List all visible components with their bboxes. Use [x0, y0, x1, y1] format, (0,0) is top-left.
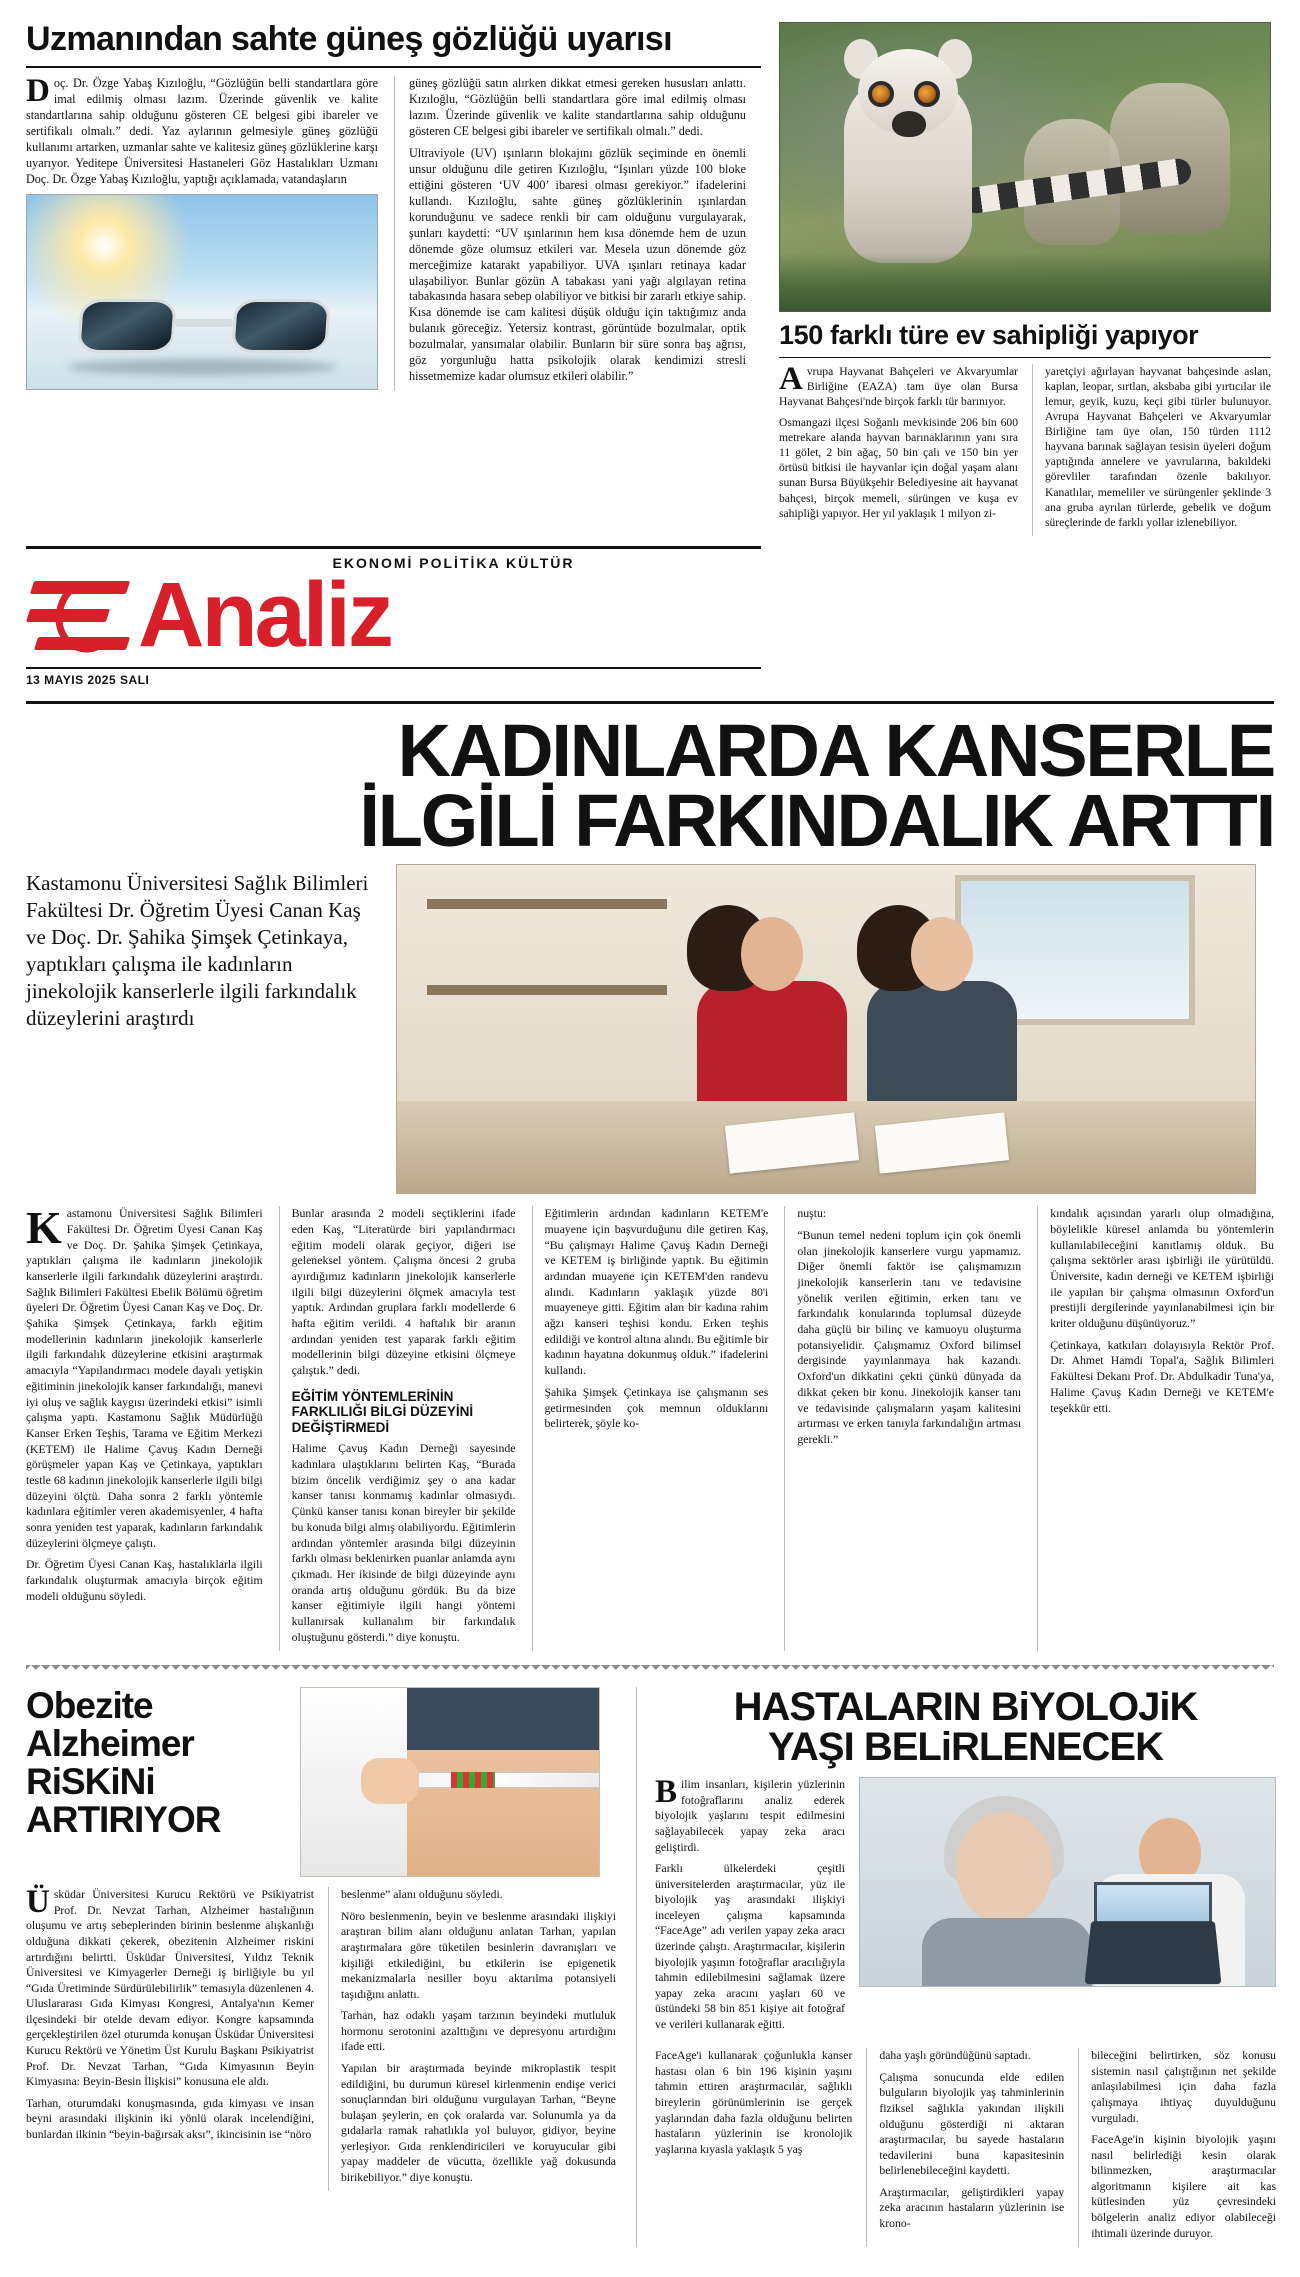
bioage-intro-column: [655, 1774, 846, 2038]
paragraph: FaceAge'i kullanarak çoğunlukla kanser hastası olan 6 bin 196 kişinin yaşını tahmin ettiren araştırmacılar, sağlıklı bireylerin görünümlerinin ise gerçek yaşlarından daha fazla olduğunu belirten hastaların yüzlerinin ise kronolojik yaşlarına kıyasla yaklaşık 5 yaş: [655, 2049, 853, 2156]
paragraph: FaceAge'in kişinin biyolojik yaşını nasıl belirlediği kesin olarak bilinmezken, araştırmacılar algoritmanın kişilere ait kas kütlesinden yüz çevresindeki bölgelerin analiz ediyor olabileceği ihtimali üzerinde duruyor.: [1091, 2133, 1277, 2240]
main-story-body: [26, 1202, 1275, 1651]
zoo-story-headline: 150 farklı türe ev sahipliği yapıyor: [779, 320, 1271, 358]
background-animal-1: [1110, 83, 1230, 233]
patient-head: [956, 1812, 1052, 1924]
bioage-column-3: [1078, 2048, 1276, 2247]
bookshelf-1: [427, 899, 667, 909]
sunglasses-story: [26, 22, 761, 536]
obesity-headline: [26, 1687, 286, 1838]
zoo-story: [779, 22, 1271, 536]
main-deck-wrapper: [26, 864, 378, 1194]
laptop-base: [1085, 1921, 1222, 1984]
sunglasses-graphic: [79, 291, 329, 361]
bridge: [175, 319, 233, 327]
head: [911, 917, 973, 991]
masthead-logo-text: Analiz: [138, 564, 391, 667]
right-lens: [231, 299, 331, 353]
measuring-tape-photo: [300, 1687, 600, 1877]
tape-measure-scale: [451, 1772, 495, 1788]
paragraph: Osmangazi ilçesi Soğanlı mevkisinde 206 bin 600 metrekare alanda hayvan barınaklarının yanı sıra 11 gölet, 2 bin ağaç, 50 bin çalı ve 150 bin yer örtüsü bitkisi ile hayvanlar için doğal yaşam alanı sunan Bursa Büyükşehir Belediyesine ait hayvanat bahçesi, birçok memeli, sürüngen ve kuşa ev sahipliği yapıyor. Her yıl yaklaşık 1 milyon zi-: [779, 416, 1018, 520]
paragraph: Kastamonu Üniversitesi Sağlık Bilimleri Fakültesi Dr. Öğretim Üyesi Canan Kaş ve Doç. Dr. Şahika Şimşek Çetinkaya, yaptıkları çalışma ile kadınların jinekolojik kanserlerle ilgili farkındalık düzeylerini araştırdı. Sağlık Bilimleri Fakültesi Ebelik Bölümü öğretim üyeleri Dr. Öğretim Üyesi Canan Kaş ve Doç. Dr. Şahika Şimşek Çetinkaya, farklı eğitim modellerinin kadınların jinekolojik kanserlerle ilgili farkındalık düzeylerine etkisini araştırmak amacıyla “Yapılandırmacı modele dayalı yetişkin eğitiminin jinekolojik kanser farkındalığı, manevi iyi oluş ve sağlık kaygısı üzerindeki etkisi” isimli çalışma yaptı. Kastamonu Sağlık Müdürlüğü Kanser Erken Teşhis, Tarama ve Eğitim Merkezi (KETEM) ile Halime Çavuş Kadın Derneği görüşmeler yapan Kaş ve Çetinkaya, yaptıkları testle 68 kadının jinekolojik kanserlerle ilgili bilgi düzeyini ölçtü. Daha sonra 2 farklı yöntemle kadınlara eğitimler veren akademisyenler, 4 hafta sonra yeniden test yaparak, kadınların farkındalık düzeylerini ölçmeye çalıştı.: [26, 1202, 263, 1550]
paragraph: “Bunun temel nedeni toplum için çok önemli olan jinekolojik kanserlere vurgu yapmamız. Diğer önemli faktör ise çalışmamızın jinekolojik kanserlerin tanı ve tedavisine yönelik verilen eğitimin, erken tanı ve farkındalık konularında toplumsal düzeyde daha güçlü bir bilinç ve kamuoyu oluşturma potansiyelidir. Çalışmamız Oxford bilimsel dergisinde yayınlanmaya hak kazandı. Oxford'un dikkatini çekti çünkü dünyada da dikkat çeken bir konu. Jinekolojik kanser tanı ve tedavisinde çalışmaların yaşam kalitesini artırması ve erken tanıyla farkındalığın artması gerekli.”: [797, 1227, 1022, 1446]
paragraph: Nöro beslenmenin, beyin ve beslenme arasındaki ilişkiyi araştıran bilim alanı olduğunu anlatan Tarhan, yapılan araştırmalara göre tüketilen besinlerin davranışları ve kişiliği etkilediğini, bu etkilerin ise epigenetik mekanizmalarla nesiller boyu aktarılma potansiyeli taşıdığını anlattı.: [341, 1909, 616, 2001]
paragraph: Halime Çavuş Kadın Derneği sayesinde kadınlara ulaştıklarını belirten Kaş, “Burada bizim öncelik verdiğimiz şey o ana kadar kanser tanısı konmamış kadınlar olmasıydı. Çünkü kanser tanısı konan bireyler bir şekilde bu konuda bilgi almış olabiliyordu. Eğitimlerin ardından yöntemler arasında bilgi düzeyinin farklı olması beklenirken puanlar anlamda aynı çıkmadı. Her ikisinde de bilgi düzeyinde aynı oranda artış olduğunu gördük. Bu da bize kanser eğitimiyle ilgili hangi yöntemi kullanırsak kullanalım bir farkındalık oluştuğunu gösterdi.” diye konuştu.: [291, 1441, 516, 1644]
main-column-5: [1037, 1206, 1274, 1651]
obesity-headline-line-2: Alzheimer: [26, 1723, 194, 1765]
paragraph: güneş gözlüğü satın alırken dikkat etmesi gereken hususları anlattı. Kızıloğlu, “Gözlüğün belli standartlara göre imal edilmiş olması lazım. Üzerinde güvenlik ve kalite standartlarına sahip olduğunu gösteren CE belgesi gibi ibareler ve sertifikalı olmalı.” dedi.: [409, 75, 746, 138]
main-column-4: [784, 1206, 1021, 1651]
paragraph: Farklı ülkelerdeki çeşitli üniversitelerden araştırmacılar, yüz ile biyolojik yaş arasındaki ilişkiyi inceleyen çalışma kapsamında “FaceAge” adı verilen yapay zeka aracı üzerinde çalıştı. Araştırmacılar, kişilerin biyolojik yaşının fotoğraflar aracılığıyla tahmin edilebilmesini sağlamak üzere yapay zeka aracını yaşları 60 ve üstündeki 58 bin 851 kişiye ait fotoğraf ve verileri kullanarak eğitti.: [655, 1862, 846, 2031]
bioage-story: [636, 1687, 1276, 2247]
obesity-column-2: [328, 1887, 616, 2191]
top-story-column-2: [394, 76, 746, 392]
paragraph: Doç. Dr. Özge Yabaş Kızıloğlu, “Gözlüğün belli standartlara göre imal edilmiş olması lazım. Üzerinde güvenlik ve kalite standartlarına sahip olduğunu gösteren CE belgesi gibi ibareler ve sertifikalı olmalı.” dedi. Yaz aylarının gelmesiyle güneş gözlüğü kullanımı artarken, uzmanlar sahte ve kalitesiz güneş gözlüklerine karşı uyarıyor. Yeditepe Üniversitesi Hastaneleri Göz Hastalıkları Uzmanı Doç. Dr. Özge Yabaş Kızıloğlu, yaptığı açıklamada, vatandaşların: [26, 72, 378, 186]
tape-measure: [401, 1772, 600, 1788]
paragraph: yaretçiyi ağırlayan hayvanat bahçesinde aslan, kaplan, leopar, sırtlan, aksbaba gibi yırtıcılar ile lemur, geyik, kuzu, keçi gibi türler bulunuyor. Avrupa Hayvanat Bahçeleri ve Akvaryumlar Birliğine tam üye olan, 150 türden 1112 hayvana barınak sağlayan tesisin üyeleri doğum yaptığında annelere ve yavrularına, bakıldeki görevliler tarafından özenle bakılıyor. Kanatlılar, memeliler ve sürüngenler şeklinde 3 ana gruba ayrılan türlerde, gebelik ve doğum süreçlerinde de farklı yollar izlenebiliyor.: [1045, 365, 1271, 529]
paragraph: Üsküdar Üniversitesi Kurucu Rektörü ve Psikiyatrist Prof. Dr. Nevzat Tarhan, Alzheimer hastalığının oluşumu ve artış sebeplerinden birinin beslenme alışkanlığı olduğuna dikkati çekerek, obezitenin Alzheimer riskini artırdığını belirtti. Üsküdar Üniversitesi, Yıldız Teknik Üniversitesi ve Kimyagerler Derneği iş birliğiyle bu yıl “Gıda Üretiminde Sürdürülebilirlik” temasıyla düzenlenen 4. Uluslararası Gıda Kimyası Kongresi, Antalya'nın Kemer ilçesindeki bir otelde devam ediyor. Kongre kapsamında gerçekleştirilen özel oturumda konuşan Üsküdar Üniversitesi Kurucu Rektörü ve Yönetim Üst Kurulu Başkanı Psikiyatrist Prof. Dr. Nevzat Tarhan, “Gıda Kimyasının Beyin Kimyasına: Beyin-Besin İlişkisi” konusuna ele aldı.: [26, 1884, 314, 2089]
main-column-1: [26, 1202, 263, 1651]
paragraph: daha yaşlı göründüğünü saptadı.: [879, 2049, 1031, 2063]
left-lens: [77, 299, 177, 353]
lemur-eye-right: [914, 81, 940, 107]
shirt: [405, 1687, 600, 1750]
paragraph: kındalık açısından yararlı olup olmadığına, böylelikle küresel anlamda bu yöntemlerin kullanılabileceğini kanıtlamış olduk. Bu çalışma sektörler arası işbirliği ile yürütüldü. Üniversite, kadın derneği ve KETEM işbirliği ile yapılan bir çalışma olmasının Oxford'un prestijli dergilerinde yayınlanabilmesi için bir kriter olduğunu düşünüyoruz.”: [1050, 1206, 1275, 1331]
patient-body: [922, 1918, 1092, 1987]
paragraph: Tarhan, oturumdaki konuşmasında, gıda kimyası ve insan beyni arasındaki ilişkinin iki yönlü olarak incelendiğini, bunlardan ilkinin “beyin-bağırsak aksı”, ikincisinin ise “nöro: [26, 2096, 314, 2141]
masthead-section: [26, 546, 1274, 687]
hand: [361, 1758, 419, 1804]
zoo-column-1: [779, 361, 1018, 536]
interview-photo: [396, 864, 1256, 1194]
paragraph: Avrupa Hayvanat Bahçeleri ve Akvaryumlar Birliğine (EAZA) tam üye olan Bursa Hayvanat Bahçesi'nde birçok farklı tür barınıyor.: [779, 361, 1018, 409]
top-section: [26, 22, 1274, 536]
bioage-column-1: [655, 2048, 852, 2247]
paragraph: Bilim insanları, kişilerin yüzlerinin fotoğraflarını analiz ederek biyolojik yaşlarını tespit edilmesini sağlayabilecek yapay zeka aracı geliştirdi.: [655, 1774, 846, 1854]
paragraph: Tarhan, haz odaklı yaşam tarzının beyindeki mutluluk hormonu serotonini azalttığını ve depresyonu artırdığını ifade etti.: [341, 2009, 616, 2054]
obesity-headline-line-3: RiSKiNi: [26, 1760, 155, 1802]
paragraph: Eğitimlerin ardından kadınların KETEM'e muayene için başvurduğunu dile getiren Kaş, “Bu çalışmayı Halime Çavuş Kadın Derneği ve KETEM iş birliğinde yaptık. Bu eğitimin ardından muayene için KETEM'den randevu alındı. Kadınların yaklaşık yüzde 80'i muayeneye gitti. Eğitim alan bir kadına rahim ağzı kanseri teşhisi kondu. Erken teşhis edildiği ve kontrol altına alındı. Bu eğitimle bir kadının hayatına dokunmuş olduk.” ifadelerini kullandı.: [544, 1206, 769, 1378]
paragraph: nuştu:: [797, 1206, 827, 1221]
person-right: [867, 917, 1017, 1131]
head: [741, 917, 803, 991]
main-column-2: [279, 1206, 516, 1651]
paragraph: beslenme” alanı olduğunu söyledi.: [341, 1888, 503, 1902]
analiz-logo-icon: [26, 571, 134, 661]
lemur-eye-left: [868, 81, 894, 107]
paragraph: Yapılan bir araştırmada beyinde mikroplastik tespit edildiğini, bu durumun küresel kirlenmenin endişe verici sonuçlarından biri olduğunu vurgulayan Tarhan, “Beyne bulaşan şeylerin, en çok oralarda var. Solunumla ya da gıdalarla ramak rahatlıkla yol buluyor, gidiyor, beyine yerleşiyor. Gıda renklendiricileri ve koruyucular gibi yapay maddeler de vücutta, özellikle yağ dokusunda birikebiliyor.” diye konuştu.: [341, 2061, 616, 2184]
lemur-snout: [892, 111, 926, 137]
lemur-photo: [779, 22, 1271, 312]
sunglasses-photo: [26, 194, 378, 390]
person-left: [697, 917, 847, 1131]
masthead-date: 13 MAYIS 2025 SALI: [26, 667, 761, 687]
masthead: [26, 546, 761, 687]
obesity-headline-line-1: Obezite: [26, 1685, 153, 1727]
obesity-column-1: [26, 1884, 314, 2191]
paragraph: Bunlar arasında 2 modeli seçtiklerini ifade eden Kaş, “Literatürde biri yapılandırmacı eğitim modeli olarak geçiyor, diğeri ise geleneksel yöntem. Çalışma öncesi 2 gruba ayırdığımız kadınların jinekolojik kanserlerle ilgili bilgi düzeylerini ölçmek amacıyla test yaptık. Ardından gruplara farklı modellerde 6 hafta eğitim verildi. 4 haftalık bir aranın ardından yeniden test yaparak farklı eğitim modellerinin bilgi düzeyine etkisini ölçmeye çalıştık.” dedi.: [291, 1206, 516, 1378]
paragraph: Araştırmacılar, geliştirdikleri yapay zeka aracının hastaların yüzlerinin ise krono-: [879, 2185, 1065, 2230]
masthead-kicker: EKONOMİ POLİTİKA KÜLTÜR: [332, 554, 575, 571]
section-divider: [26, 1665, 1274, 1677]
paragraph: bileceğini belirtirken, söz konusu sistemin nasıl çalıştığının net şekilde anlaşılabilmesi için daha fazla çalışmaya ihtiyaç duyulduğunu vurguladı.: [1091, 2049, 1277, 2125]
main-headline: [26, 701, 1274, 862]
obesity-story: [26, 1687, 616, 2247]
main-headline-line-2: İLGİLİ FARKINDALIK ARTTI: [359, 778, 1274, 862]
top-story-headline: Uzmanından sahte güneş gözlüğü uyarısı: [26, 22, 761, 68]
subheading: EĞİTİM YÖNTEMLERİNİN FARKLILIĞI BİLGİ DÜZEYİNİ DEĞİŞTİRMEDİ: [291, 1388, 474, 1435]
main-deck: Kastamonu Üniversitesi Sağlık Bilimleri Fakültesi Dr. Öğretim Üyesi Canan Kaş ve Doç. Dr. Şahika Şimşek Çetinkaya, yaptıkları çalışma ile kadınların jinekolojik kanserlerle ilgili farkındalık düzeylerini araştırdı: [26, 871, 369, 1030]
bioage-headline-line-1: HASTALARIN BiYOLOJiK: [733, 1685, 1198, 1730]
paragraph: Şahika Şimşek Çetinkaya ise çalışmanın ses getirmesinden çok memnun olduklarını belirterek, şöyle ko-: [544, 1384, 769, 1431]
top-story-column-1: [26, 72, 378, 392]
bioage-column-2: [866, 2048, 1064, 2247]
elderly-patient-photo: [859, 1777, 1276, 1987]
obesity-headline-line-4: ARTIRIYOR: [26, 1798, 221, 1840]
bookshelf-2: [427, 985, 667, 995]
grass-foreground: [780, 253, 1270, 311]
photo-shadow: [67, 359, 337, 375]
paragraph: Dr. Öğretim Üyesi Canan Kaş, hastalıklarla ilgili farkındalık oluşturmak amacıyla birçok eğitim modeli olduğunu söyledi.: [26, 1557, 263, 1603]
main-headline-line-1: KADINLARDA KANSERLE: [397, 708, 1274, 792]
bottom-section: [26, 1685, 1277, 2247]
bioage-headline: [655, 1685, 1276, 1770]
paragraph: Çetinkaya, katkıları dolayısıyla Rektör Prof. Dr. Ahmet Hamdi Topal'a, Sağlık Bilimleri Fakültesi Dekanı Prof. Dr. Abdulkadir Tuna'ya, Halime Çavuş Kadın Derneği ve KETEM'e teşekkür etti.: [1050, 1337, 1275, 1415]
main-story-top: [26, 864, 1274, 1194]
main-column-3: [532, 1206, 769, 1651]
main-photo-wrapper: [396, 864, 1256, 1194]
paragraph: Çalışma sonucunda elde edilen bulguların biyolojik yaş tahminlerinin fiziksel sağlıkla yakından ilişkili olduğunu gösterdiği ni aktaran araştırmacılar, bu sayede hastaların tedavilerini buna kapasitesinin belirlenebileceğini kaydetti.: [879, 2070, 1065, 2178]
paragraph: Ultraviyole (UV) ışınların blokajını gözlük seçiminde en önemli unsur olduğunu dile getiren Kızıloğlu, “Işınları yüzde 100 bloke ettiğini gösteren ‘UV 400’ ibaresi olması gerekiyor.” ifadelerini kullandı. Kızıloğlu, sahte güneş gözlüklerinin ışınlardan korunduğunu ve sadece renkli bir cam olduğunu vurgulayarak, şunları kaydetti: “UV ışınlarının hem kısa dönemde hem de uzun dönemde göze olumsuz etkileri var. Mesela uzun dönemde göz merceğimize katarakt yapabiliyor. UVA ışınları retinaya kadar ulaşabiliyor. Bunlar gözün A tabakası yani yağı algılayan retina tabakasında hasara sebep olabiliyor ve bitkisi bir zararlı etkiye sahip. Kısa dönemde ise cam kalitesi düşük olduğu için taktığımız anda bulanık göreceğiz. Yetersiz kontrast, görüntüde bozulmalar, optik bozulmalar, yansımalar olabilir. Bunların bir süre sonra baş ağrısı, göz yorgunluğu hatta psikolojik olarak kendimizi stresli hissetmemize kadar olumsuz etkileri olabilir.”: [409, 145, 746, 384]
bioage-headline-line-2: YAŞI BELiRLENECEK: [768, 1725, 1163, 1770]
zoo-column-2: [1032, 364, 1271, 536]
logo-row: [26, 564, 761, 667]
